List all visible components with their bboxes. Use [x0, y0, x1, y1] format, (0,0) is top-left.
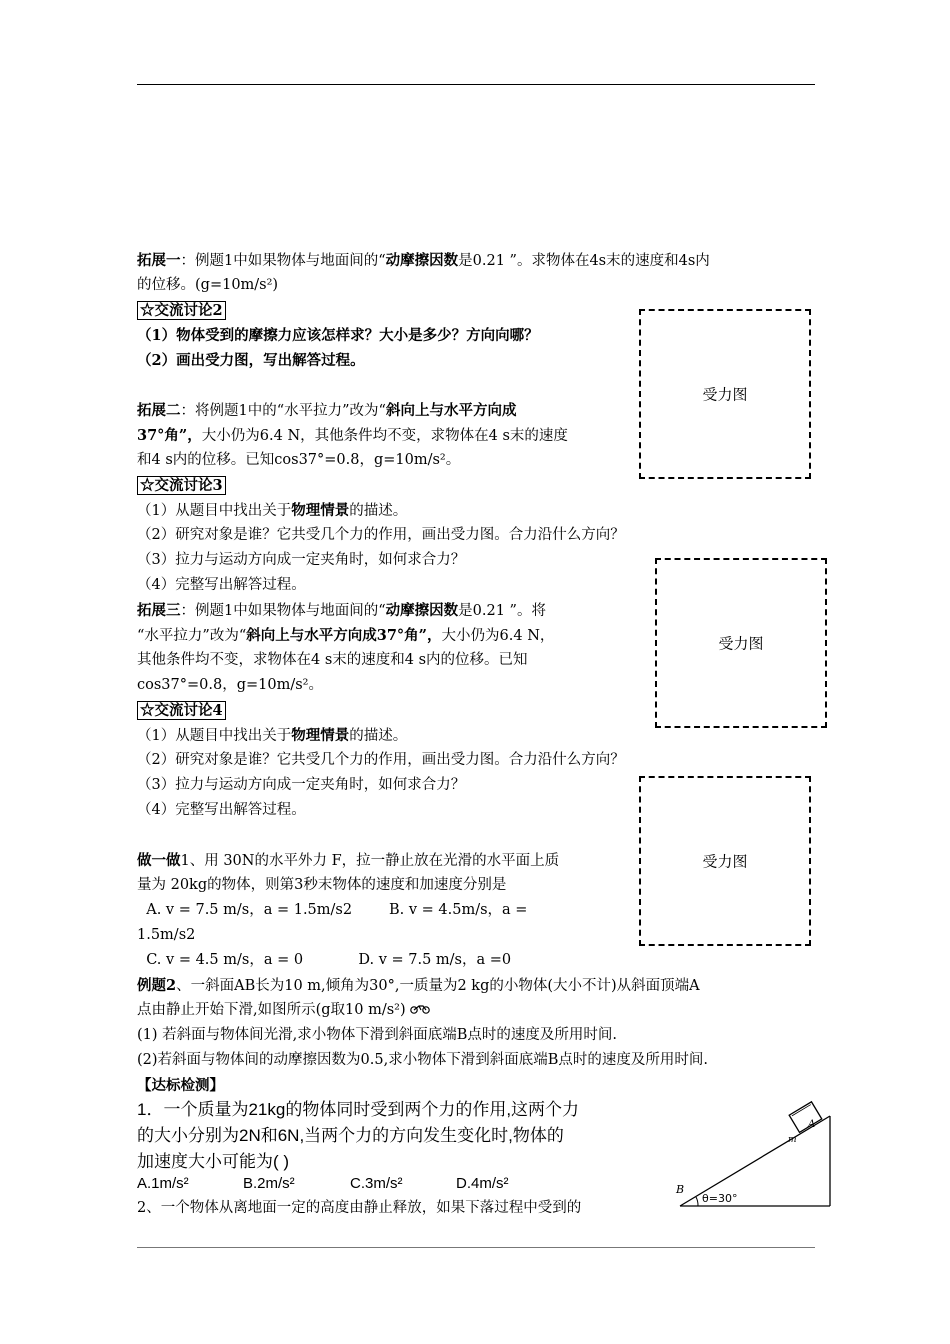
force-diagram-box-3: 受力图	[639, 776, 811, 946]
force-diagram-box-1: 受力图	[639, 309, 811, 479]
check-p1-line1: 1．一个质量为21kg的物体同时受到两个力的作用,这两个力	[137, 1100, 580, 1119]
option-a: A.1m/s²	[137, 1175, 189, 1192]
header-rule	[137, 84, 815, 85]
ext3-line3: 其他条件均不变，求物体在4 s末的速度和4 s内的位移。已知	[137, 652, 528, 668]
disc4-q1: （1）从题目中找出关于物理情景的描述。	[137, 727, 408, 744]
ext3-line2: “水平拉力”改为“斜向上与水平方向成37°角”，大小仍为6.4 N，	[137, 627, 555, 644]
disc4-q2: （2）研究对象是谁？它共受几个力的作用，画出受力图。合力沿什么方向？	[137, 752, 625, 768]
block-a	[789, 1102, 822, 1133]
disc2-title: ☆交流讨论2	[137, 298, 226, 324]
ext1-line1: 拓展一：例题1中如果物体与地面间的“动摩擦因数是0.21 ”。求物体在4s末的速度和4s内	[137, 252, 710, 269]
practice-line4: 1.5m/s2	[137, 927, 196, 943]
practice-line2: 量为 20kg的物体，则第3秒末物体的速度和加速度分别是	[137, 877, 507, 893]
disc4-title: ☆交流讨论4	[137, 698, 226, 724]
angle-label: θ=30°	[702, 1192, 738, 1205]
disc3-q3: （3）拉力与运动方向成一定夹角时，如何求合力？	[137, 552, 466, 568]
disc3-q2: （2）研究对象是谁？它共受几个力的作用，画出受力图。合力沿什么方向？	[137, 527, 625, 543]
example2-line1: 例题2、一斜面AB长为10 m,倾角为30°,一质量为2 kg的小物体(大小不计)从斜面顶端A	[137, 977, 700, 994]
option-c: C.3m/s²	[350, 1175, 403, 1192]
incline-figure	[672, 1088, 838, 1214]
example2-line2: 点由静止开始下滑,如图所示(g取10 m/s²)	[137, 998, 432, 1023]
example2-q1: (1) 若斜面与物体间光滑,求小物体下滑到斜面底端B点时的速度及所用时间.	[137, 1027, 618, 1043]
check-title: 【达标检测】	[137, 1077, 224, 1094]
disc4-q4: （4）完整写出解答过程。	[137, 802, 306, 818]
option-b: B.2m/s²	[243, 1175, 295, 1192]
bicycle-icon	[410, 1002, 432, 1018]
disc2-q1: （1）物体受到的摩擦力应该怎样求？大小是多少？方向向哪？	[137, 327, 539, 344]
example2-q2: (2)若斜面与物体间的动摩擦因数为0.5,求小物体下滑到斜面底端B点时的速度及所用时间.	[137, 1052, 708, 1068]
disc3-q4: （4）完整写出解答过程。	[137, 577, 306, 593]
ext3-line1: 拓展三：例题1中如果物体与地面间的“动摩擦因数是0.21 ”。将	[137, 602, 546, 619]
label-a: A	[808, 1119, 816, 1130]
check-p2: 2、一个物体从离地面一定的高度由静止释放，如果下落过程中受到的	[137, 1200, 582, 1216]
force-diagram-box-2: 受力图	[655, 558, 827, 728]
option-d: D.4m/s²	[456, 1175, 509, 1192]
ext3-line4: cos37°=0.8，g=10m/s²。	[137, 677, 323, 693]
footer-rule	[137, 1247, 815, 1248]
practice-line3: A. v = 7.5 m/s，a = 1.5m/s2 B. v = 4.5m/s，a =	[137, 902, 528, 918]
label-m: m	[788, 1135, 797, 1145]
ext2-line3: 和4 s内的位移。已知cos37°=0.8，g=10m/s²。	[137, 452, 461, 468]
disc3-q1: （1）从题目中找出关于物理情景的描述。	[137, 502, 408, 519]
angle-arc	[696, 1197, 698, 1206]
check-p1-line3: 加速度大小可能为( )	[137, 1152, 290, 1171]
ext2-line2: 37°角”，大小仍为6.4 N，其他条件均不变，求物体在4 s末的速度	[137, 427, 568, 444]
practice-line5: C. v = 4.5 m/s，a = 0 D. v = 7.5 m/s，a =0	[137, 952, 512, 968]
disc4-q3: （3）拉力与运动方向成一定夹角时，如何求合力？	[137, 777, 466, 793]
label-b: B	[676, 1183, 685, 1196]
disc3-title: ☆交流讨论3	[137, 473, 226, 499]
practice-line1: 做一做1、用 30N的水平外力 F，拉一静止放在光滑的水平面上质	[137, 852, 560, 869]
ext1-line2: 的位移。(g=10m/s²)	[137, 277, 279, 293]
check-p1-line2: 的大小分别为2N和6N,当两个力的方向发生变化时,物体的	[137, 1126, 564, 1145]
disc2-q2: （2）画出受力图，写出解答过程。	[137, 352, 365, 369]
ext2-line1: 拓展二：将例题1中的“水平拉力”改为“斜向上与水平方向成	[137, 402, 517, 419]
